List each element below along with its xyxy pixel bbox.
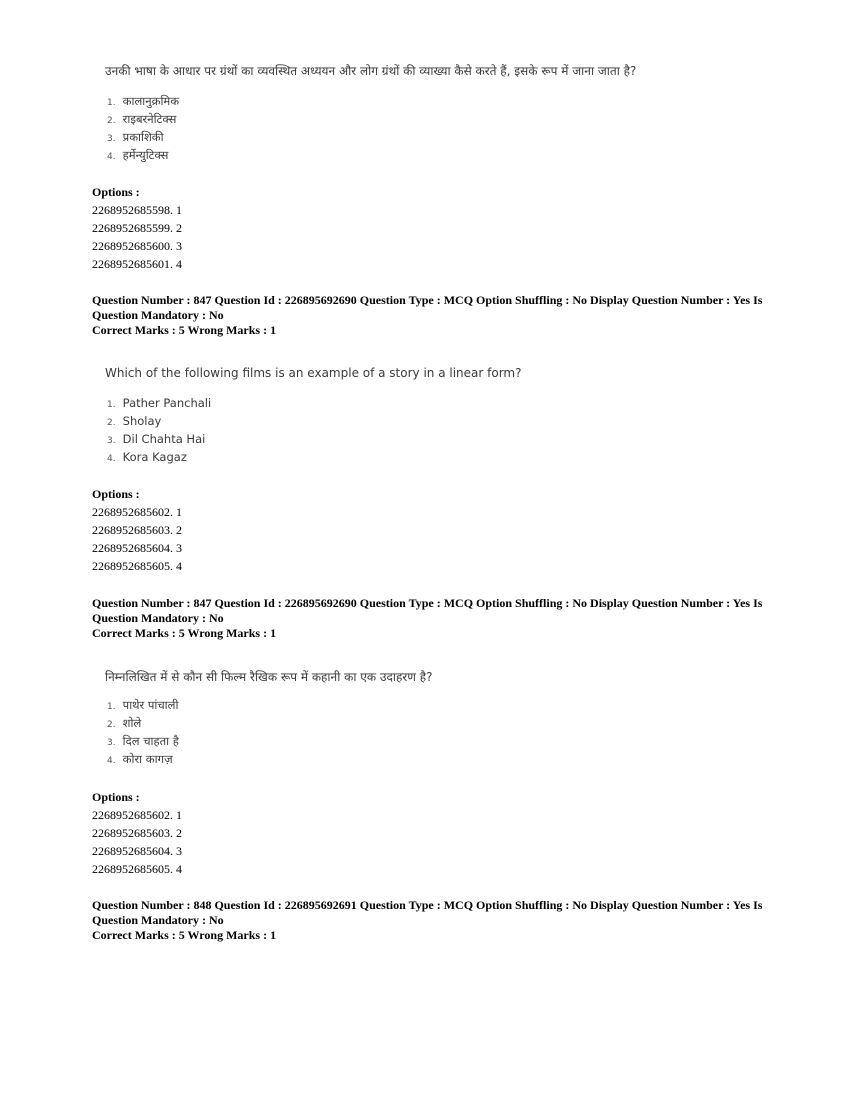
options-block [92, 183, 182, 273]
choice-text: शोले [122, 716, 142, 730]
choice-number: 4. [107, 454, 116, 464]
question-meta [92, 898, 782, 943]
option-id-row: 2268952685602. 1 [92, 505, 182, 519]
choice-text: दिल चाहता है [122, 734, 179, 748]
question-meta-line: Question Number : 848 Question Id : 226895692691 Question Type : MCQ Option Shuffling : No Display Question Number : Yes Is [92, 898, 763, 912]
choice-text: Pather Panchali [122, 396, 212, 410]
choice-number: 1. [107, 98, 116, 108]
choice-item [107, 430, 211, 448]
option-id-row: 2268952685605. 4 [92, 559, 182, 573]
option-id-row: 2268952685600. 3 [92, 239, 182, 253]
options-heading: Options : [92, 487, 140, 501]
choice-item [107, 110, 179, 128]
question-meta-line: Question Number : 847 Question Id : 226895692690 Question Type : MCQ Option Shuffling : No Display Question Number : Yes Is [92, 596, 763, 610]
choice-number: 1. [107, 702, 116, 712]
choice-number: 3. [107, 134, 116, 144]
choice-text: Sholay [122, 414, 162, 428]
option-id-row: 2268952685599. 2 [92, 221, 182, 235]
choice-text: Kora Kagaz [122, 450, 187, 464]
choice-text: कोरा कागज़ [122, 752, 173, 766]
question-text: Which of the following films is an example of a story in a linear form? [105, 366, 522, 380]
options-heading: Options : [92, 790, 140, 804]
marks-line: Correct Marks : 5 Wrong Marks : 1 [92, 626, 277, 640]
choice-number: 3. [107, 436, 116, 446]
choice-number: 2. [107, 720, 116, 730]
question-text: निम्नलिखित में से कौन सी फिल्म रैखिक रूप में कहानी का एक उदाहरण है? [105, 670, 433, 684]
choice-number: 3. [107, 738, 116, 748]
option-id-row: 2268952685605. 4 [92, 862, 182, 876]
choice-number: 4. [107, 152, 116, 162]
marks-line: Correct Marks : 5 Wrong Marks : 1 [92, 323, 277, 337]
choice-item [107, 696, 179, 714]
choice-text: Dil Chahta Hai [122, 432, 206, 446]
options-heading: Options : [92, 185, 140, 199]
option-id-row: 2268952685604. 3 [92, 541, 182, 555]
choice-text: प्रकाशिकी [122, 130, 164, 144]
choice-item [107, 732, 179, 750]
choice-item [107, 92, 179, 110]
option-id-row: 2268952685604. 3 [92, 844, 182, 858]
choice-number: 2. [107, 418, 116, 428]
option-id-row: 2268952685603. 2 [92, 826, 182, 840]
choice-item [107, 750, 179, 768]
question-mandatory-line: Question Mandatory : No [92, 308, 224, 322]
choice-item [107, 394, 211, 412]
choice-text: पाथेर पांचाली [122, 698, 179, 712]
choice-number: 2. [107, 116, 116, 126]
question-meta-line: Question Number : 847 Question Id : 226895692690 Question Type : MCQ Option Shuffling : No Display Question Number : Yes Is [92, 293, 763, 307]
question-text: उनकी भाषा के आधार पर ग्रंथों का व्यवस्थित अध्ययन और लोग ग्रंथों की व्याख्या कैसे करते हैं, इसके रूप में जाना जाता है? [105, 64, 637, 78]
choice-item [107, 146, 179, 164]
options-block [92, 788, 182, 878]
option-id-row: 2268952685598. 1 [92, 203, 182, 217]
choice-item [107, 128, 179, 146]
options-block [92, 485, 182, 575]
choice-list [107, 92, 179, 164]
question-mandatory-line: Question Mandatory : No [92, 611, 224, 625]
choice-list [107, 394, 211, 466]
marks-line: Correct Marks : 5 Wrong Marks : 1 [92, 928, 277, 942]
choice-item [107, 448, 211, 466]
choice-text: राइबरनेटिक्स [122, 112, 177, 126]
choice-item [107, 714, 179, 732]
choice-item [107, 412, 211, 430]
question-meta [92, 596, 782, 641]
question-meta [92, 293, 782, 338]
choice-text: हर्मेन्युटिक्स [122, 148, 169, 162]
choice-text: कालानुक्रमिक [122, 94, 180, 108]
option-id-row: 2268952685603. 2 [92, 523, 182, 537]
question-mandatory-line: Question Mandatory : No [92, 913, 224, 927]
choice-number: 1. [107, 400, 116, 410]
choice-list [107, 696, 179, 768]
option-id-row: 2268952685602. 1 [92, 808, 182, 822]
option-id-row: 2268952685601. 4 [92, 257, 182, 271]
choice-number: 4. [107, 756, 116, 766]
